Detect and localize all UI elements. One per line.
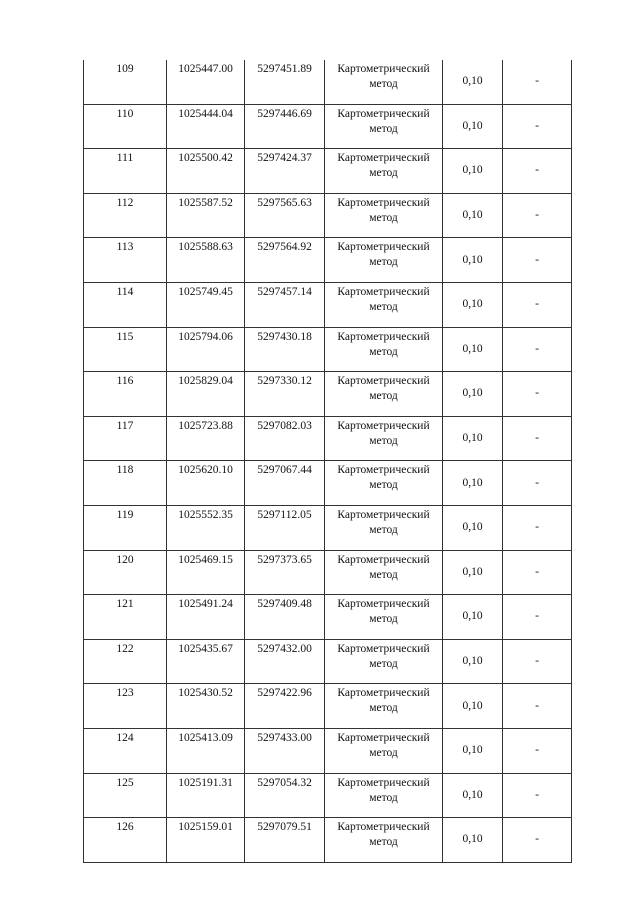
table-row [84,639,572,684]
x-coordinate-cell: 1025413.09 [167,728,245,773]
note-cell: - [503,104,572,149]
point-number-cell: 109 [84,60,167,104]
method-cell [325,818,443,863]
note-cell: - [503,372,572,417]
x-coordinate-cell: 1025191.31 [167,773,245,818]
note-cell: - [503,416,572,461]
note-cell: - [503,282,572,327]
accuracy-cell: 0,10 [443,372,503,417]
point-number-cell: 111 [84,149,167,194]
method-text: Картометрический метод [337,152,430,180]
table-row [84,684,572,729]
accuracy-cell: 0,10 [443,505,503,550]
accuracy-cell: 0,10 [443,282,503,327]
x-coordinate-cell: 1025749.45 [167,282,245,327]
x-coordinate-cell: 1025587.52 [167,193,245,238]
accuracy-cell: 0,10 [443,60,503,104]
method-text: Картометрический метод [337,285,430,313]
x-coordinate-cell: 1025794.06 [167,327,245,372]
method-cell [325,104,443,149]
point-number-cell: 114 [84,282,167,327]
table-row [84,550,572,595]
method-cell [325,728,443,773]
x-coordinate-cell: 1025430.52 [167,684,245,729]
x-coordinate-cell: 1025552.35 [167,505,245,550]
x-coordinate-cell: 1025588.63 [167,238,245,283]
method-text: Картометрический метод [337,196,430,224]
x-coordinate-cell: 1025829.04 [167,372,245,417]
accuracy-cell: 0,10 [443,327,503,372]
note-cell: - [503,193,572,238]
y-coordinate-cell: 5297446.69 [245,104,325,149]
x-coordinate-cell: 1025435.67 [167,639,245,684]
coordinates-table-body [84,60,572,862]
point-number-cell: 120 [84,550,167,595]
coordinates-table [83,60,572,863]
note-cell: - [503,60,572,104]
y-coordinate-cell: 5297564.92 [245,238,325,283]
table-row [84,327,572,372]
y-coordinate-cell: 5297082.03 [245,416,325,461]
note-cell: - [503,595,572,640]
y-coordinate-cell: 5297079.51 [245,818,325,863]
note-cell: - [503,773,572,818]
accuracy-cell: 0,10 [443,595,503,640]
method-cell [325,505,443,550]
method-text: Картометрический метод [337,598,430,626]
y-coordinate-cell: 5297433.00 [245,728,325,773]
note-cell: - [503,327,572,372]
point-number-cell: 113 [84,238,167,283]
point-number-cell: 121 [84,595,167,640]
method-cell [325,193,443,238]
y-coordinate-cell: 5297373.65 [245,550,325,595]
method-text: Картометрический метод [337,464,430,492]
table-row [84,104,572,149]
method-cell [325,149,443,194]
method-text: Картометрический метод [337,821,430,849]
table-row [84,505,572,550]
y-coordinate-cell: 5297565.63 [245,193,325,238]
table-row [84,193,572,238]
table-row [84,728,572,773]
x-coordinate-cell: 1025491.24 [167,595,245,640]
point-number-cell: 112 [84,193,167,238]
point-number-cell: 123 [84,684,167,729]
point-number-cell: 119 [84,505,167,550]
method-text: Картометрический метод [337,375,430,403]
note-cell: - [503,238,572,283]
method-text: Картометрический метод [337,508,430,536]
method-text: Картометрический метод [337,330,430,358]
note-cell: - [503,149,572,194]
accuracy-cell: 0,10 [443,550,503,595]
accuracy-cell: 0,10 [443,639,503,684]
table-row [84,595,572,640]
method-text: Картометрический метод [337,241,430,269]
accuracy-cell: 0,10 [443,461,503,506]
method-text: Картометрический метод [337,419,430,447]
accuracy-cell: 0,10 [443,728,503,773]
method-cell [325,282,443,327]
y-coordinate-cell: 5297330.12 [245,372,325,417]
accuracy-cell: 0,10 [443,238,503,283]
table-row [84,416,572,461]
accuracy-cell: 0,10 [443,149,503,194]
method-cell [325,461,443,506]
method-text: Картометрический метод [337,63,430,90]
accuracy-cell: 0,10 [443,416,503,461]
method-text: Картометрический метод [337,107,430,135]
accuracy-cell: 0,10 [443,773,503,818]
x-coordinate-cell: 1025159.01 [167,818,245,863]
x-coordinate-cell: 1025447.00 [167,60,245,104]
method-cell [325,238,443,283]
point-number-cell: 126 [84,818,167,863]
method-cell [325,595,443,640]
method-cell [325,372,443,417]
table-row [84,818,572,863]
accuracy-cell: 0,10 [443,104,503,149]
y-coordinate-cell: 5297409.48 [245,595,325,640]
x-coordinate-cell: 1025500.42 [167,149,245,194]
y-coordinate-cell: 5297054.32 [245,773,325,818]
note-cell: - [503,728,572,773]
table-row [84,461,572,506]
y-coordinate-cell: 5297457.14 [245,282,325,327]
point-number-cell: 117 [84,416,167,461]
method-cell [325,773,443,818]
accuracy-cell: 0,10 [443,818,503,863]
accuracy-cell: 0,10 [443,193,503,238]
point-number-cell: 118 [84,461,167,506]
y-coordinate-cell: 5297422.96 [245,684,325,729]
method-cell [325,60,443,104]
point-number-cell: 110 [84,104,167,149]
table-row [84,60,572,104]
y-coordinate-cell: 5297067.44 [245,461,325,506]
table-row [84,282,572,327]
table-row [84,149,572,194]
note-cell: - [503,550,572,595]
y-coordinate-cell: 5297432.00 [245,639,325,684]
method-cell [325,639,443,684]
table-row [84,372,572,417]
method-text: Картометрический метод [337,642,430,670]
note-cell: - [503,818,572,863]
method-text: Картометрический метод [337,776,430,804]
note-cell: - [503,461,572,506]
y-coordinate-cell: 5297430.18 [245,327,325,372]
point-number-cell: 122 [84,639,167,684]
y-coordinate-cell: 5297112.05 [245,505,325,550]
x-coordinate-cell: 1025723.88 [167,416,245,461]
accuracy-cell: 0,10 [443,684,503,729]
note-cell: - [503,505,572,550]
method-cell [325,416,443,461]
note-cell: - [503,684,572,729]
y-coordinate-cell: 5297424.37 [245,149,325,194]
method-text: Картометрический метод [337,687,430,715]
y-coordinate-cell: 5297451.89 [245,60,325,104]
point-number-cell: 124 [84,728,167,773]
table-row [84,238,572,283]
point-number-cell: 115 [84,327,167,372]
note-cell: - [503,639,572,684]
point-number-cell: 125 [84,773,167,818]
method-cell [325,550,443,595]
method-cell [325,684,443,729]
x-coordinate-cell: 1025444.04 [167,104,245,149]
table-row [84,773,572,818]
method-cell [325,327,443,372]
x-coordinate-cell: 1025469.15 [167,550,245,595]
method-text: Картометрический метод [337,731,430,759]
x-coordinate-cell: 1025620.10 [167,461,245,506]
point-number-cell: 116 [84,372,167,417]
method-text: Картометрический метод [337,553,430,581]
